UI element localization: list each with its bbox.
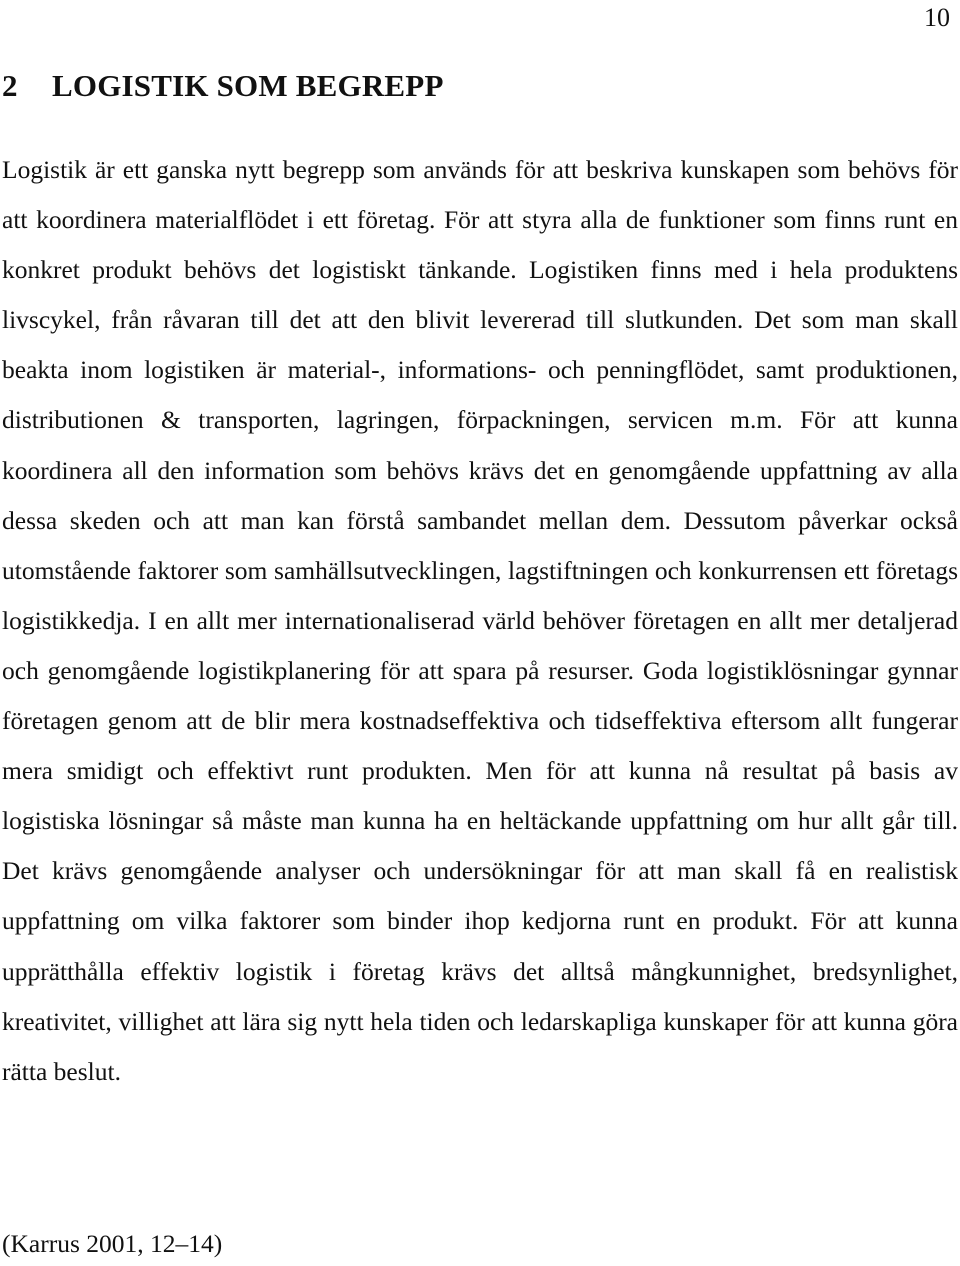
body-paragraph: Logistik är ett ganska nytt begrepp som används för att beskriva kunskapen som behövs för att koordinera materialflödet i ett företag. För att styra alla de funktioner som finns runt en konkret produkt behövs det logistiskt tänkande. Logistiken finns med i hela produktens livscykel, från råvaran till det att den blivit levererad till slutkunden. Det som man skall beakta inom logistiken är material-, informations- och penningflödet, samt produktionen, distributionen & transporten, lagringen, förpackningen, servicen m.m. För att kunna koordinera all den information som behövs krävs det en genomgående uppfattning av alla dessa skeden och att man kan förstå sambandet mellan dem. Dessutom påverkar också utomstående faktorer som samhällsutvecklingen, lagstiftningen och konkurrensen ett företags logistikkedja. I en allt mer internationaliserad värld behöver företagen en allt mer detaljerad och genomgående logistikplanering för att spara på resurser. Goda logistiklösningar gynnar företagen genom att de blir mera kostnadseffektiva och tidseffektiva eftersom allt fungerar mera smidigt och effektivt runt produkten. Men för att kunna nå resultat på basis av logistiska lösningar så måste man kunna ha en heltäckande uppfattning om hur allt går till. Det krävs genomgående analyser och undersökningar för att man skall få en realistisk uppfattning om vilka faktorer som binder ihop kedjorna runt en produkt. För att kunna upprätthålla effektiv logistik i företag krävs det alltså mångkunnighet, bredsynlighet, kreativitet, villighet att lära sig nytt hela tiden och ledarskapliga kunskaper för att kunna göra rätta beslut.: [2, 155, 958, 1086]
chapter-number: 2: [2, 68, 18, 103]
page-number: 10: [924, 3, 950, 32]
chapter-heading: [2, 64, 444, 108]
chapter-title: LOGISTIK SOM BEGREPP: [52, 68, 444, 103]
source-citation: (Karrus 2001, 12–14): [2, 1229, 223, 1258]
